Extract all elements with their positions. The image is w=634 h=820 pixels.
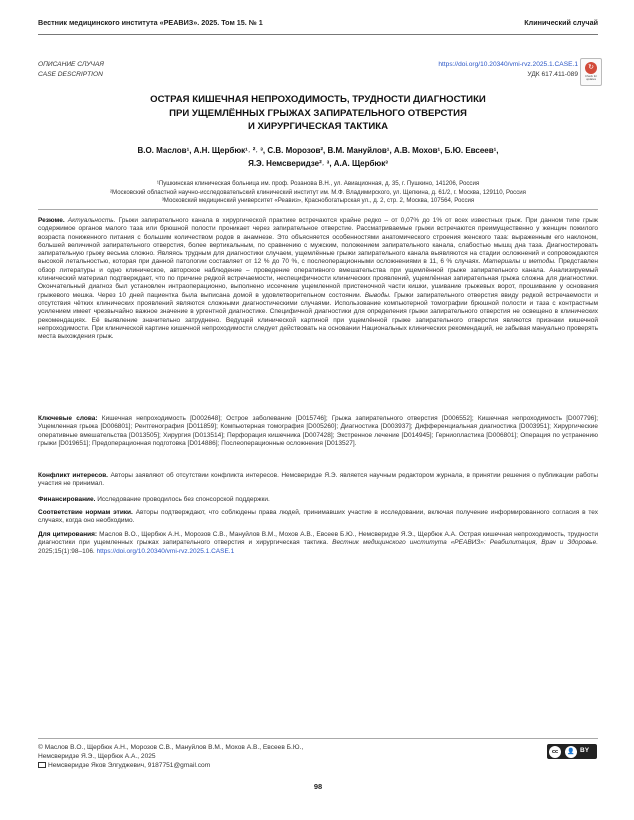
correspondence-email[interactable]: Немсверидзе Яков Элгуджевич, 9187751@gmail.com bbox=[48, 762, 211, 769]
author-line: В.О. Маслов¹, А.Н. Щербюк¹˒ ²˒ ³, С.В. Морозов², В.М. Мануйлов¹, А.В. Мохов¹, Б.Ю. Евсеев¹, bbox=[137, 146, 499, 155]
article-title bbox=[38, 93, 598, 134]
ethics-label: Соответствие нормам этики. bbox=[38, 509, 133, 516]
affiliation: ³Московский медицинский университет «Реавиз», Краснобогатырская ул., д. 2, стр. 2, Москва, 107564, Россия bbox=[161, 197, 475, 205]
title-line: ОСТРАЯ КИШЕЧНАЯ НЕПРОХОДИМОСТЬ, ТРУДНОСТИ ДИАГНОСТИКИ bbox=[150, 94, 486, 105]
conflict-text: Авторы заявляют об отсутствии конфликта интересов. Немсверидзе Я.Э. является научным редактором журнала, в принятии решения о публикации работы участия не принимал. bbox=[38, 472, 598, 488]
funding-label: Финансирование. bbox=[38, 496, 96, 503]
keywords bbox=[38, 415, 598, 448]
conclusions-label: Выводы. bbox=[364, 291, 391, 299]
affiliation: ²Московский областной научно-исследовательский клинический институт им. М.Ф. Владимирского, ул. Щепкина, д. 61/2, г. Москва, 129110, Россия bbox=[110, 188, 526, 196]
article-identifiers bbox=[438, 60, 578, 80]
header-divider bbox=[38, 34, 598, 35]
badge-label: Check for updates bbox=[585, 74, 597, 81]
conclusions-text: Грыжи запирательного отверстия ввиду редкой встречаемости и отсутствия чётких клинических проявлений являются сложными диагностическими случаями. Использование компьютерной томографии брюшной полости и таза с контрастным усилением имеет чрезвычайно важное значение в ургентной диагностике. Специфичной диагностики для определения грыжи запирательного отверстия не освещено в клинических рекомендациях. Её выявление значительно затруднено. Ведущей клинической картиной при ущемлённой грыже запирательного отверстия являются признаки кишечной непроходимости. При клинической картине кишечной непроходимости следует действовать на основании Национальных клинических рекомендаций, не забывая мануально проверять места выхождения грыж. bbox=[38, 291, 599, 341]
methods-label: Материалы и методы. bbox=[482, 258, 556, 266]
funding bbox=[38, 496, 598, 504]
journal-title: Вестник медицинского института «РЕАВИЗ». 2025. Том 15. № 1 bbox=[38, 18, 263, 27]
relevance-label: Актуальность. bbox=[67, 217, 116, 224]
footer-divider bbox=[38, 738, 598, 739]
title-line: И ХИРУРГИЧЕСКАЯ ТАКТИКА bbox=[247, 121, 389, 132]
udc-code: УДК 617.411-089 bbox=[527, 71, 578, 78]
check-for-updates-badge[interactable] bbox=[580, 58, 602, 86]
citation bbox=[38, 531, 598, 556]
copyright-line: © Маслов В.О., Щербюк А.Н., Морозов С.В., Мануйлов В.М., Мохов А.В., Евсеев Б.Ю., bbox=[38, 744, 304, 751]
keywords-text: Кишечная непроходимость [D002648]; Острое заболевание [D015746]; Грыжа запирательного отверстия [D006552]; Кишечная непроходимость [D007796]; Ущемленная грыжа [D006801]; Рентгенография [D011859]; Компьютерная томография [D005260]; Диагностика [D003937]; Дифференциальная диагностика [D003951]; Хирургические оперативные вмешательства [D013505]; Хирургия [D013514]; Перфорация кишечника [D007428]; Экстренное лечение [D014945]; Герниопластика [D006801]; Операция по устранению грыжи [D019651]; Предоперационная подготовка [D014886]; Послеоперационные осложнения [D013527]. bbox=[38, 415, 599, 447]
author-line: Я.Э. Немсверидзе²˒ ³, А.А. Щербюк³ bbox=[248, 158, 388, 168]
citation-volume: 2025;15(1):98–106. bbox=[38, 547, 95, 555]
abstract bbox=[38, 217, 598, 341]
attribution-icon: 👤 bbox=[565, 746, 577, 758]
funding-text: Исследование проводилось без спонсорской поддержки. bbox=[97, 496, 270, 503]
cc-by-license-badge[interactable] bbox=[547, 744, 597, 759]
refresh-icon: ↻ bbox=[585, 62, 597, 74]
license-label: BY bbox=[580, 747, 590, 754]
methods-text: Представлен обзор литературы и одно клиническое, авторское наблюдение – проведение оперативного вмешательства при ущемлённой грыже запирательного канала. Анализируемый клинический материал подтверждает, что по причине редкой встречаемости, неспецифичности клинических проявлений, ущемлённая запирательная грыжа сложна для диагностики. Окончательный диагноз был установлен интраоперационно, выполнено иссечение ущемленной пристеночной части кишки, ушивание грыжевых ворот, прошивание у основания грыжевого мешка. Через 10 дней пациентка была выписана домой в удовлетворительном состоянии. bbox=[38, 258, 599, 299]
affiliations bbox=[38, 180, 598, 206]
keywords-label: Ключевые слова: bbox=[38, 415, 98, 422]
creative-commons-icon: cc bbox=[549, 746, 561, 758]
section-title: Клинический случай bbox=[524, 18, 598, 27]
ethics bbox=[38, 509, 598, 526]
article-type-en: CASE DESCRIPTION bbox=[38, 71, 103, 78]
affiliation: ¹Пушкинская клиническая больница им. проф. Розанова В.Н., ул. Авиационная, д. 35, г. Пушкино, 141206, Россия bbox=[156, 180, 480, 187]
author-list bbox=[38, 145, 598, 170]
title-line: ПРИ УЩЕМЛЁННЫХ ГРЫЖАХ ЗАПИРАТЕЛЬНОГО ОТВЕРСТИЯ bbox=[169, 107, 467, 119]
doi-link[interactable]: https://doi.org/10.20340/vmi-rvz.2025.1.CASE.1 bbox=[438, 61, 578, 68]
citation-label: Для цитирования: bbox=[38, 531, 98, 538]
citation-journal: Вестник медицинского института «РЕАВИЗ»: Реабилитация, Врач и Здоровье. bbox=[332, 539, 599, 547]
envelope-icon bbox=[38, 762, 46, 768]
running-header bbox=[38, 16, 598, 30]
article-type bbox=[38, 60, 104, 80]
ethics-text: Авторы подтверждают, что соблюдены права людей, принимавших участие в исследовании, включая получение информированного согласия в тех случаях, когда оно необходимо. bbox=[38, 509, 598, 525]
article-type-ru: ОПИСАНИЕ СЛУЧАЯ bbox=[38, 61, 104, 68]
copyright-line: Немсверидзе Я.Э., Щербюк А.А., 2025 bbox=[38, 753, 156, 760]
conflict-label: Конфликт интересов. bbox=[38, 472, 108, 479]
conflict-of-interest bbox=[38, 472, 598, 489]
page-number: 98 bbox=[313, 782, 323, 791]
citation-link[interactable]: https://doi.org/10.20340/vmi-rvz.2025.1.CASE.1 bbox=[96, 547, 235, 555]
correspondence bbox=[38, 761, 468, 770]
copyright bbox=[38, 743, 468, 770]
affiliation-divider bbox=[38, 209, 598, 210]
citation-text: Маслов В.О., Щербюк А.Н., Морозов С.В., Мануйлов В.М., Мохов А.В., Евсеев Б.Ю., Немсверидзе Я.Э., Щербюк А.А. Острая кишечная непроходимость, трудности диагностики при ущемленных грыжах запирательного отверстия и хирургическая тактика. bbox=[38, 531, 598, 547]
abstract-label: Резюме. bbox=[38, 217, 65, 224]
relevance-text: Грыжи запирательного канала в хирургической практике встречаются крайне редко – от 0,07% до 1% от всех известных грыж. При данном типе грыж содержимое органов малого таза или брюшной полости проникает через запирательное отверстие. Рассматриваемые грыжи встречаются преимущественно у женщин пожилого возраста пониженного питания с большим количеством родов в анамнезе. Это объясняется особенностями анатомического строения женского таза: выраженным его наклоном, большей величиной запирательного отверстия, более вертикальным, по сравнению с мужским, положением запирательного канала, слабостью мышц дна таза. Диагностировать запирательную грыжу весьма сложно. Являясь трудным для диагностики случаем, ущемлённые грыжи запирательного канала выявляются на стадии осложнений и сопровождаются высокой летальностью, которая при данной патологии составляет от 12 % до 70 %, с послеоперационными осложнениями в 11, 6 % случаях. bbox=[38, 217, 598, 266]
